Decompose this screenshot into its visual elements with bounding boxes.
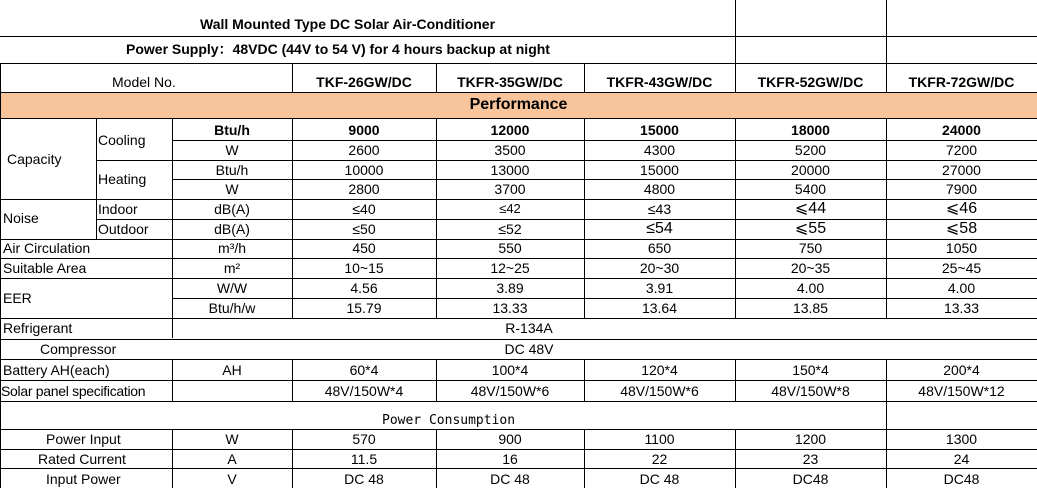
row-divider — [96, 160, 1037, 161]
unit-cell: Btu/h — [215, 162, 249, 178]
air-circulation-label: Air Circulation — [3, 240, 91, 256]
value-cell: ≤42 — [499, 201, 521, 216]
unit-cell: Btu/h — [214, 122, 250, 138]
value-cell: 9000 — [348, 122, 380, 138]
row-divider — [0, 63, 1037, 64]
value-cell: 12~25 — [490, 260, 530, 276]
unit-cell: dB(A) — [214, 221, 250, 237]
unit-cell: A — [227, 451, 237, 467]
value-cell: 48V/150W*4 — [324, 383, 404, 399]
row-divider — [0, 401, 1037, 402]
value-cell: 10000 — [344, 162, 384, 178]
row-divider — [0, 359, 1037, 360]
value-cell: 13000 — [490, 162, 530, 178]
value-cell: 5200 — [794, 142, 827, 158]
value-cell: 1200 — [794, 431, 827, 447]
value-cell: 4.56 — [350, 280, 378, 296]
unit-cell: Btu/h/w — [208, 300, 256, 316]
capacity-label: Capacity — [7, 151, 62, 167]
value-cell: 10~15 — [344, 260, 384, 276]
value-cell: 22 — [651, 451, 668, 467]
refrigerant-label: Refrigerant — [3, 320, 73, 336]
value-cell: 1300 — [945, 431, 978, 447]
value-cell: 5400 — [794, 181, 827, 197]
row-divider — [0, 278, 1037, 279]
value-cell: 20000 — [791, 162, 830, 178]
power-input-label: Power Input — [46, 431, 121, 447]
value-cell: 13.64 — [641, 300, 678, 316]
row-divider — [0, 339, 1037, 340]
value-cell: 18000 — [791, 122, 830, 138]
model-header: TKFR-35GW/DC — [457, 74, 563, 90]
value-cell: DC48 — [792, 471, 829, 487]
value-cell: 550 — [498, 240, 522, 256]
unit-cell: W/W — [216, 280, 248, 296]
value-cell: 24 — [953, 451, 970, 467]
value-cell: 24000 — [942, 122, 981, 138]
value-cell: 900 — [498, 431, 522, 447]
unit-cell: dB(A) — [214, 201, 250, 217]
model-header: TKFR-43GW/DC — [606, 74, 713, 90]
value-cell: 7900 — [945, 181, 978, 197]
value-cell: 48V/150W*6 — [620, 383, 699, 399]
value-cell: 15.79 — [346, 300, 382, 316]
input-power-label: Input Power — [46, 471, 121, 487]
row-divider — [0, 92, 1037, 93]
row-divider — [172, 179, 1037, 180]
row-divider — [0, 36, 1037, 37]
unit-cell: m² — [223, 260, 241, 276]
row-divider — [0, 258, 1037, 259]
value-cell: 200*4 — [943, 362, 980, 378]
value-cell: 25~45 — [941, 260, 982, 276]
value-cell: 650 — [647, 240, 672, 256]
value-cell: ⩽55 — [794, 220, 827, 237]
suitable-area-label: Suitable Area — [3, 260, 87, 276]
value-cell: 570 — [352, 431, 376, 447]
value-cell: DC 48 — [344, 471, 384, 487]
model-label: Model No. — [112, 74, 176, 90]
value-cell: 1050 — [945, 240, 978, 256]
model-header: TKFR-52GW/DC — [757, 74, 864, 90]
unit-cell: m³/h — [218, 240, 246, 256]
value-cell: 450 — [352, 240, 376, 256]
value-cell: 2600 — [348, 142, 380, 158]
value-cell: 3700 — [494, 181, 526, 197]
value-cell: 4.00 — [947, 280, 976, 296]
battery-label: Battery AH(each) — [3, 362, 110, 378]
value-cell: 3.91 — [645, 280, 674, 296]
row-divider — [172, 140, 1037, 141]
value-cell: 27000 — [942, 162, 981, 178]
eer-label: EER — [3, 290, 32, 306]
value-cell: 4300 — [643, 142, 676, 158]
col-divider — [96, 118, 97, 239]
row-divider — [0, 318, 1037, 319]
value-cell: 16 — [502, 451, 518, 467]
value-cell: ≤40 — [352, 201, 376, 217]
performance-heading: Performance — [469, 96, 568, 113]
model-header: TKF-26GW/DC — [316, 74, 412, 90]
row-divider — [0, 380, 1037, 381]
row-divider — [172, 298, 1037, 299]
unit-cell: W — [225, 142, 239, 158]
value-cell: 4800 — [643, 181, 676, 197]
value-cell: ≤52 — [498, 221, 522, 237]
power-consumption-heading: Power Consumption — [382, 413, 516, 428]
model-header: TKFR-72GW/DC — [908, 74, 1015, 90]
row-divider — [0, 468, 1037, 469]
value-cell: 120*4 — [641, 362, 678, 378]
indoor-label: Indoor — [98, 201, 138, 217]
value-cell: 13.33 — [492, 300, 528, 316]
value-cell: 2800 — [348, 181, 380, 197]
value-cell: DC 48 — [490, 471, 530, 487]
value-cell: 4.00 — [796, 280, 825, 296]
value-cell: 15000 — [640, 122, 679, 138]
value-cell: ⩽44 — [794, 200, 827, 217]
value-cell: 60*4 — [349, 362, 379, 378]
row-divider — [96, 219, 1037, 220]
col-divider — [0, 63, 1, 488]
refrigerant-value: R-134A — [505, 320, 553, 336]
value-cell: 100*4 — [491, 362, 529, 378]
value-cell: ⩽58 — [945, 220, 978, 237]
row-divider — [0, 118, 1037, 119]
row-divider — [0, 199, 1037, 200]
unit-cell: AH — [222, 362, 242, 378]
value-cell: 1100 — [644, 431, 675, 447]
compressor-value: DC 48V — [504, 341, 554, 357]
value-cell: 12000 — [490, 122, 530, 138]
compressor-label: Compressor — [40, 341, 117, 357]
outdoor-label: Outdoor — [98, 221, 149, 237]
value-cell: ≤50 — [352, 221, 376, 237]
power-supply-note: Power Supply：48VDC (44V to 54 V) for 4 hours backup at night — [126, 41, 550, 57]
value-cell: ≤54 — [646, 220, 673, 237]
unit-cell: V — [227, 471, 237, 487]
row-divider — [0, 449, 1037, 450]
value-cell: 20~30 — [639, 260, 680, 276]
value-cell: 3.89 — [496, 280, 524, 296]
value-cell: 48V/150W*12 — [918, 383, 1005, 399]
heating-label: Heating — [98, 171, 147, 187]
row-divider — [0, 429, 1037, 430]
value-cell: 48V/150W*6 — [470, 383, 550, 399]
cooling-label: Cooling — [98, 132, 146, 148]
value-cell: 3500 — [494, 142, 526, 158]
solar-panel-label: Solar panel specification — [1, 383, 146, 399]
value-cell: 750 — [798, 240, 823, 256]
value-cell: ≤43 — [647, 201, 672, 217]
value-cell: 150*4 — [792, 362, 829, 378]
value-cell: ⩽46 — [945, 200, 978, 217]
value-cell: 13.33 — [943, 300, 980, 316]
value-cell: 48V/150W*8 — [771, 383, 850, 399]
unit-cell: W — [225, 431, 239, 447]
value-cell: 23 — [802, 451, 819, 467]
value-cell: 20~35 — [790, 260, 831, 276]
value-cell: DC48 — [943, 471, 980, 487]
value-cell: 7200 — [945, 142, 978, 158]
value-cell: 13.85 — [792, 300, 829, 316]
value-cell: 11.5 — [350, 451, 378, 467]
sheet-title: Wall Mounted Type DC Solar Air-Conditioner — [200, 16, 496, 32]
value-cell: DC 48 — [639, 471, 680, 487]
rated-current-label: Rated Current — [38, 451, 126, 467]
noise-label: Noise — [3, 210, 39, 226]
value-cell: 15000 — [640, 162, 679, 178]
unit-cell: W — [225, 181, 239, 197]
